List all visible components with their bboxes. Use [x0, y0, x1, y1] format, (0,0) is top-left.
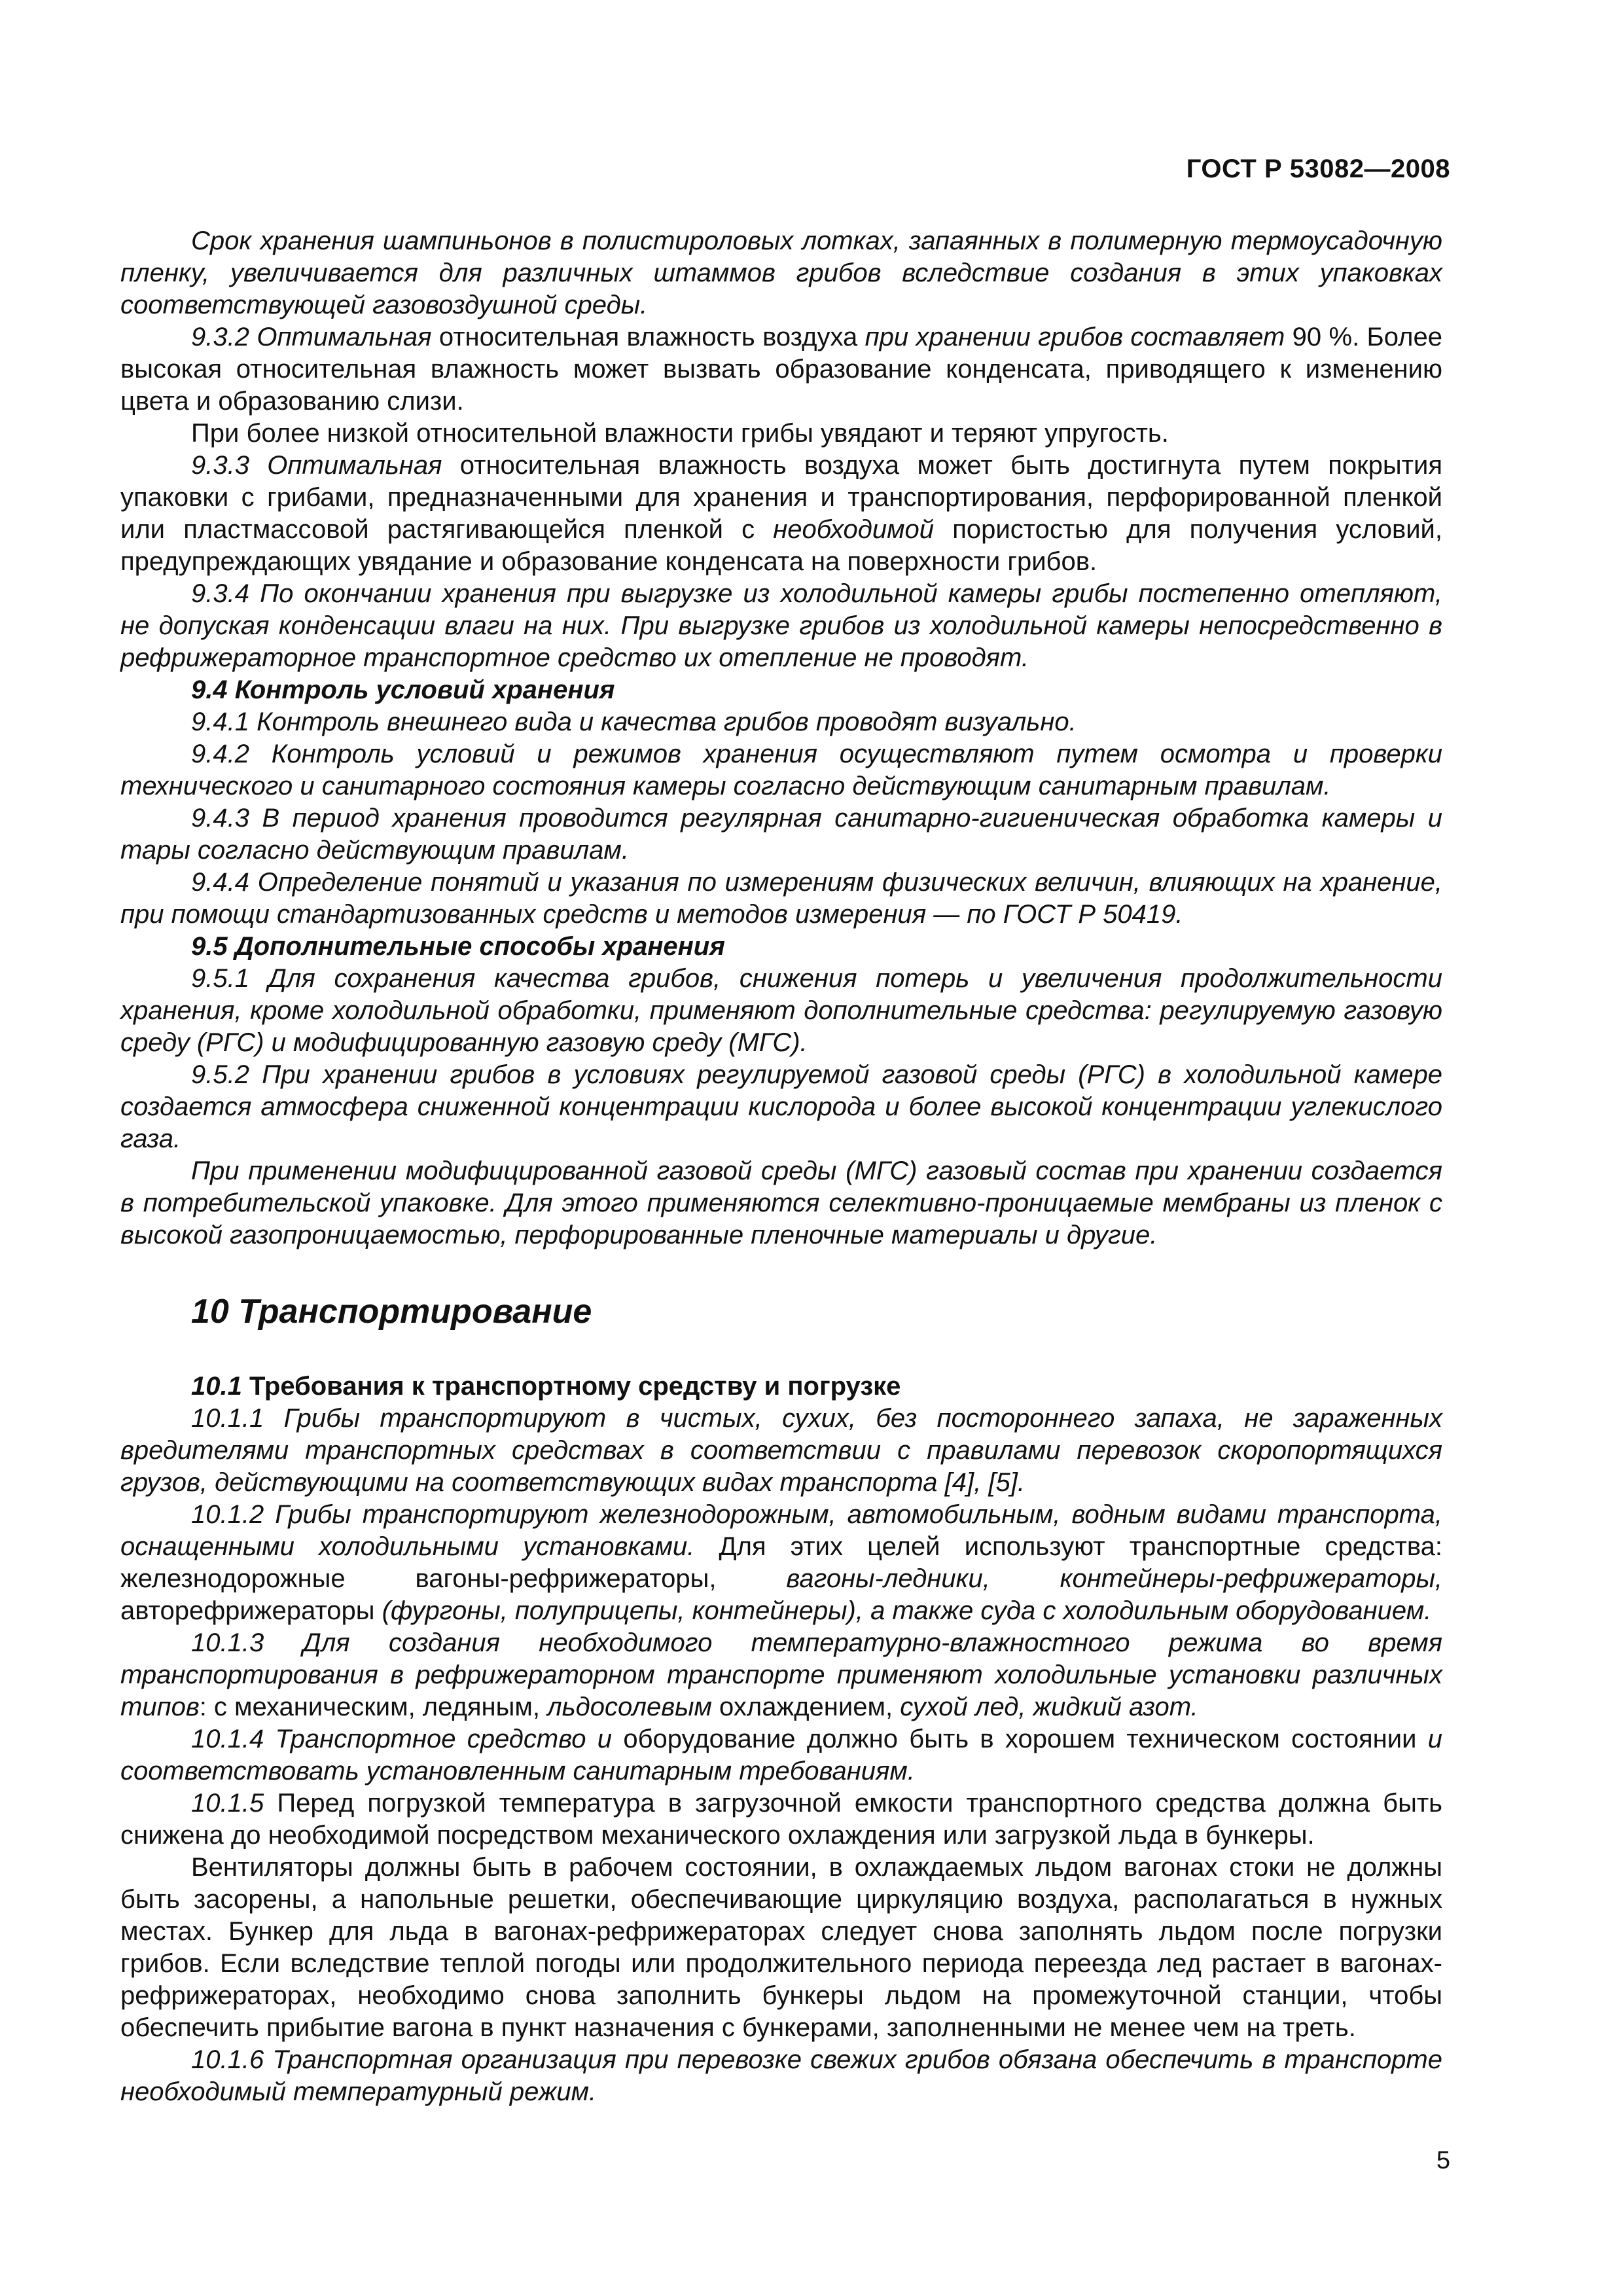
paragraph — [120, 963, 1442, 1059]
text-run: 10 Транспортирование — [191, 1293, 592, 1331]
text-run: Вентиляторы должны быть в рабочем состоянии, в охлаждаемых льдом вагонах стоки не должны быть засорены, а напольные решетки, обеспечивающие циркуляцию воздуха, располагаться в нужных местах. Бункер для льда в вагонах-рефрижераторах следует снова заполнять льдом после погрузки грибов. Если вследствие теплой погоды или продолжительного периода переезда лед растает в вагонах-рефрижераторах, необходимо снова заполнить бункеры льдом на промежуточной станции, чтобы обеспечить прибытие вагона в пункт назначения с бункерами, заполненными не менее чем на треть. — [120, 1853, 1442, 2042]
text-run: вагоны-ледники, контейнеры-рефрижераторы, — [786, 1564, 1442, 1593]
paragraph — [120, 1627, 1442, 1723]
paragraph — [120, 706, 1442, 738]
text-run: необходимой — [773, 515, 935, 544]
text-run: 10.1.3 Для создания необходимого температурно-влажностного режима во время транспортирования в рефрижераторном транспорте применяют холодильные установки различных типов — [120, 1628, 1442, 1721]
text-run: 9.3.4 По окончании хранения при выгрузке из холодильной камеры грибы постепенно отепляют, не допуская конденсации влаги на них. При выгрузке грибов из холодильной камеры непосредственно в рефрижераторное транспортное средство их отепление не проводят. — [120, 579, 1442, 672]
text-run: льдосолевым — [547, 1693, 712, 1721]
text-run: 10.1 — [191, 1372, 242, 1401]
text-run: 90 %. Более высокая относительная влажность может вызвать образование конденсата, приводящего к изменению цвета и образованию слизи. — [120, 323, 1442, 416]
text-run: При более низкой относительной влажности грибы увядают и теряют упругость. — [191, 419, 1169, 448]
text-run: 9.4.2 Контроль условий и режимов хранения осуществляют путем осмотра и проверки технического и санитарного состояния камеры согласно действующим санитарным правилам. — [120, 740, 1442, 800]
text-run: 9.5.2 При хранении грибов в условиях регулируемой газовой среды (РГС) в холодильной камере создается атмосфера сниженной концентрации кислорода и более высокой концентрации углекислого газа. — [120, 1060, 1442, 1153]
text-run: оборудование должно быть в хорошем техническом состоянии — [612, 1725, 1428, 1753]
paragraph — [120, 2044, 1442, 2108]
text-run: относительная влажность воздуха может быть достигнута путем покрытия упаковки с грибами, предназначенными для хранения и транспортирования, перфорированной пленкой или пластмассовой растягивающейся пленкой с — [120, 451, 1442, 544]
text-run: и соответствовать установленным санитарным требованиям. — [120, 1725, 1442, 1785]
text-run: Перед погрузкой температура в загрузочной емкости транспортного средства должна быть снижена до необходимой посредством механического охлаждения или загрузкой льда в бункеры. — [120, 1789, 1442, 1850]
text-run: (фургоны, полуприцепы, контейнеры), а также суда с холодильным оборудованием. — [382, 1596, 1432, 1625]
document-id-header: ГОСТ Р 53082—2008 — [1186, 154, 1450, 183]
text-run: 10.1.4 Транспортное средство и — [191, 1725, 613, 1753]
text-run: 9.3.3 Оптимальная — [191, 451, 442, 480]
paragraph — [120, 867, 1442, 931]
text-run: пористостью для получения условий, предупреждающих увядание и образование конденсата на поверхности грибов. — [120, 515, 1443, 576]
paragraph — [120, 321, 1442, 418]
text-run: сухой лед, жидкий азот. — [900, 1693, 1198, 1721]
text-run: 9.5 Дополнительные способы хранения — [191, 932, 725, 961]
paragraph — [120, 1723, 1442, 1787]
text-run: 9.4 Контроль условий хранения — [191, 675, 615, 704]
paragraph — [120, 450, 1442, 578]
text-run: При применении модифицированной газовой среды (МГС) газовый состав при хранении создается в потребительской упаковке. Для этого применяются селективно-проницаемые мембраны из пленок с высокой газопроницаемостью, перфорированные пленочные материалы и другие. — [120, 1157, 1442, 1249]
text-run: Для этих целей используют транспортные средства: железнодорожные вагоны-рефрижераторы, — [120, 1532, 1442, 1593]
document-body — [120, 225, 1442, 2108]
paragraph — [120, 802, 1442, 867]
text-run: охлаждением, — [711, 1693, 901, 1721]
subsection-heading — [120, 1371, 1442, 1403]
text-run: 10.1.5 — [191, 1789, 264, 1818]
paragraph — [120, 738, 1442, 802]
text-run: авторефрижераторы — [120, 1596, 382, 1625]
paragraph — [120, 418, 1442, 450]
text-run: 9.3.2 Оптимальная — [191, 323, 432, 351]
text-run: Срок хранения шампиньонов в полистироловых лотках, запаянных в полимерную термоусадочную пленку, увеличивается для различных штаммов грибов вследствие создания в этих упаковках соответствующей газовоздушной среды. — [120, 226, 1442, 319]
paragraph — [120, 1403, 1442, 1499]
text-run: Требования к транспортному средству и погрузке — [241, 1372, 901, 1401]
paragraph — [120, 578, 1442, 674]
text-run: 9.5.1 Для сохранения качества грибов, снижения потерь и увеличения продолжительности хранения, кроме холодильной обработки, применяют дополнительные средства: регулируемую газовую среду (РГС) и модифицированную газовую среду (МГС). — [120, 964, 1442, 1057]
subsection-heading — [120, 931, 1442, 963]
paragraph — [120, 1852, 1442, 2044]
text-run: 9.4.3 В период хранения проводится регулярная санитарно-гигиеническая обработка камеры и тары согласно действующим правилам. — [120, 804, 1442, 865]
text-run: 9.4.4 Определение понятий и указания по измерениям физических величин, влияющих на хранение, при помощи стандартизованных средств и методов измерения — по ГОСТ Р 50419. — [120, 868, 1442, 929]
text-run: 10.1.1 Грибы транспортируют в чистых, сухих, без постороннего запаха, не зараженных вредителями транспортных средствах в соответствии с правилами перевозок скоропортящихся грузов, действующими на соответствующих видах транспорта [4], [5]. — [120, 1404, 1442, 1497]
text-run: 10.1.2 Грибы транспортируют железнодорожным, автомобильным, водным видами транспорта, оснащенными холодильными установками. — [120, 1500, 1442, 1561]
section-heading — [120, 1292, 1442, 1331]
subsection-heading — [120, 674, 1442, 706]
text-run: 10.1.6 Транспортная организация при перевозке свежих грибов обязана обеспечить в транспорте необходимый температурный режим. — [120, 2045, 1442, 2106]
text-run: при хранении грибов составляет — [865, 323, 1285, 351]
text-run: : с механическим, ледяным, — [199, 1693, 548, 1721]
paragraph — [120, 1059, 1442, 1155]
paragraph — [120, 1155, 1442, 1251]
paragraph — [120, 1499, 1442, 1627]
paragraph — [120, 1787, 1442, 1852]
text-run: 9.4.1 Контроль внешнего вида и качества грибов проводят визуально. — [191, 708, 1077, 736]
text-run: относительная влажность воздуха — [431, 323, 865, 351]
page-number: 5 — [1436, 2147, 1450, 2174]
paragraph — [120, 225, 1442, 321]
